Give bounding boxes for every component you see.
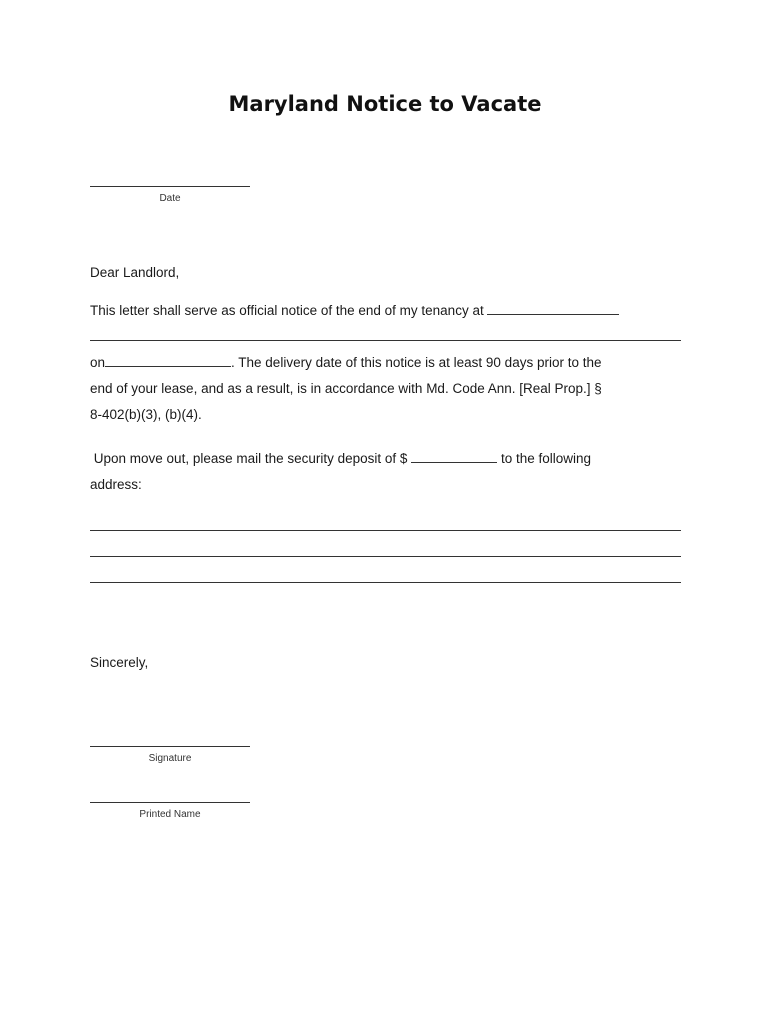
printed-name-block [90,802,252,820]
paragraph-line-4: end of your lease, and as a result, is in accordance with Md. Code Ann. [Real Prop.] § [90,381,602,396]
address-line-3[interactable] [90,582,681,583]
date-label: Date [159,193,181,204]
salutation: Dear Landlord, [90,265,180,280]
signature-label: Signature [148,753,192,764]
deposit-tail-text: to the following [500,451,592,466]
tenancy-lead-text: This letter shall serve as official notice of the end of my tenancy at [90,303,484,318]
move-out-date-blank[interactable] [105,354,231,367]
signature-block [90,746,252,764]
date-line[interactable] [90,186,250,187]
address-line-1[interactable] [90,530,681,531]
signature-line[interactable] [90,746,250,747]
closing: Sincerely, [90,655,149,670]
tenancy-address-blank[interactable] [487,302,619,315]
paragraph-line-5: 8-402(b)(3), (b)(4). [90,407,202,422]
tenancy-address-blank-2[interactable] [90,328,681,341]
date-block [90,186,252,204]
deposit-line-2: address: [90,477,142,492]
deposit-line-1 [90,446,682,472]
document-title: Maryland Notice to Vacate [228,92,542,116]
deposit-paragraph [90,446,682,498]
tenancy-paragraph [90,298,682,428]
on-text: on [90,355,106,370]
delivery-text: . The delivery date of this notice is at least 90 days prior to the [231,355,602,370]
printed-name-line[interactable] [90,802,250,803]
paragraph-line-2 [90,324,682,350]
paragraph-line-1 [90,298,682,324]
paragraph-line-3 [90,350,682,376]
address-line-2[interactable] [90,556,681,557]
deposit-lead-text: Upon move out, please mail the security deposit of $ [93,451,408,466]
deposit-amount-blank[interactable] [411,450,497,463]
printed-name-label: Printed Name [139,809,201,820]
